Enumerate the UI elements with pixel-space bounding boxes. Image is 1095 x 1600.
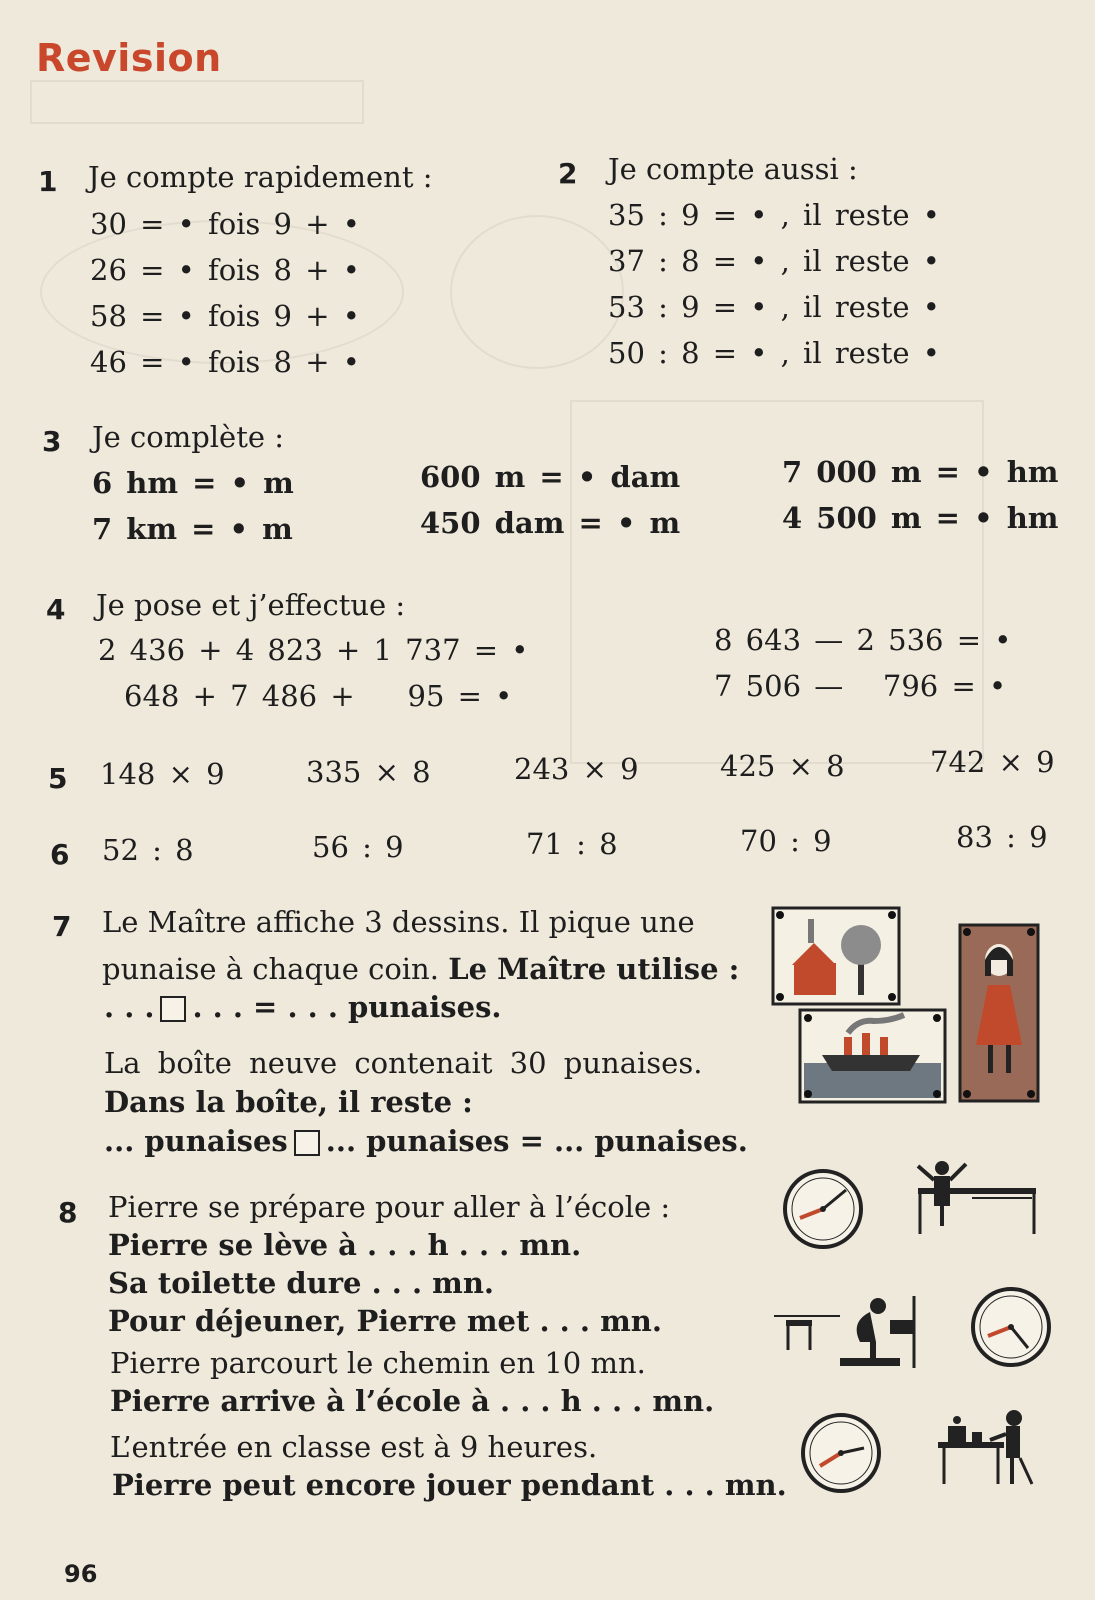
exercise-2-heading: Je compte aussi : (608, 152, 858, 186)
exercise-3-item: 4 500 m = • hm (782, 501, 1059, 535)
exercise-4-subtraction: 7 506 — 796 = • (714, 669, 1007, 703)
exercise-7-line: punaise à chaque coin. Le Maître utilise : (102, 952, 740, 986)
exercise-7-number: 7 (52, 910, 72, 943)
exercise-2-line: 35 : 9 = • , il reste • (608, 198, 940, 232)
exercise-2-line: 50 : 8 = • , il reste • (608, 336, 940, 370)
clock-icon (970, 1286, 1052, 1368)
exercise-8-line: Pour déjeuner, Pierre met . . . mn. (108, 1304, 662, 1338)
exercise-1-line: 46 = • fois 8 + • (90, 345, 360, 379)
pinned-drawings-illustration (770, 905, 1070, 1110)
exercise-8-line: Sa toilette dure . . . mn. (108, 1266, 495, 1300)
exercise-6-item: 56 : 9 (312, 830, 404, 864)
exercise-4-number: 4 (46, 593, 66, 626)
exercise-4-subtraction: 8 643 — 2 536 = • (714, 623, 1012, 657)
exercise-2-number: 2 (558, 157, 578, 190)
exercise-1-line: 30 = • fois 9 + • (90, 207, 360, 241)
exercise-5-item: 335 × 8 (306, 755, 431, 789)
exercise-6-number: 6 (50, 838, 70, 871)
exercise-5-item: 243 × 9 (514, 752, 639, 786)
house-drawing (773, 908, 899, 1004)
breakfast-scene-icon (934, 1404, 1038, 1488)
exercise-8-line: Pierre arrive à l’école à . . . h . . . mn. (110, 1384, 715, 1418)
boat-drawing (800, 1010, 945, 1102)
exercise-6-item: 70 : 9 (740, 824, 832, 858)
exercise-3-item: 7 km = • m (92, 512, 293, 546)
page-number: 96 (64, 1560, 98, 1588)
exercise-8-line: Pierre se lève à . . . h . . . mn. (108, 1228, 582, 1262)
washing-scene-icon (774, 1290, 924, 1370)
waking-up-scene-icon (912, 1158, 1042, 1238)
bleed-through-circle-2 (450, 215, 624, 369)
operator-box[interactable] (294, 1130, 320, 1156)
exercise-2-line: 53 : 9 = • , il reste • (608, 290, 940, 324)
exercise-5-number: 5 (48, 762, 68, 795)
exercise-3-heading: Je complète : (92, 420, 285, 454)
bleed-through-grid (30, 80, 364, 124)
exercise-8-line: Pierre parcourt le chemin en 10 mn. (110, 1346, 646, 1380)
exercise-1-heading: Je compte rapidement : (88, 160, 433, 194)
exercise-5-item: 425 × 8 (720, 749, 845, 783)
exercise-3-number: 3 (42, 425, 62, 458)
exercise-1-number: 1 (38, 165, 58, 198)
exercise-1-line: 58 = • fois 9 + • (90, 299, 360, 333)
girl-drawing (960, 925, 1038, 1101)
exercise-4-addition: 2 436 + 4 823 + 1 737 = • (98, 633, 529, 667)
exercise-6-item: 52 : 8 (102, 833, 194, 867)
exercise-8-line: Pierre peut encore jouer pendant . . . mn. (112, 1468, 787, 1502)
exercise-6-item: 83 : 9 (956, 820, 1048, 854)
exercise-3-item: 450 dam = • m (420, 506, 681, 540)
operator-box[interactable] (160, 996, 186, 1022)
exercise-7-line: Le Maître affiche 3 dessins. Il pique une (102, 905, 695, 939)
bleed-through-circle (40, 220, 404, 364)
exercise-6-item: 71 : 8 (526, 827, 618, 861)
exercise-3-item: 7 000 m = • hm (782, 455, 1059, 489)
exercise-3-item: 600 m = • dam (420, 460, 681, 494)
exercise-7-equation: ... punaises ... punaises = ... punaises. (104, 1124, 748, 1158)
exercise-7-line: Dans la boîte, il reste : (104, 1085, 473, 1119)
exercise-4-addition: 648 + 7 486 + 95 = • (124, 679, 513, 713)
exercise-8-line: Pierre se prépare pour aller à l’école : (108, 1190, 671, 1224)
exercise-4-heading: Je pose et j’effectue : (96, 588, 406, 622)
exercise-8-number: 8 (58, 1196, 78, 1229)
exercise-3-item: 6 hm = • m (92, 466, 294, 500)
clock-icon (782, 1168, 864, 1250)
exercise-8-line: L’entrée en classe est à 9 heures. (110, 1430, 598, 1464)
exercise-7-line: La boîte neuve contenait 30 punaises. (104, 1046, 703, 1080)
exercise-5-item: 742 × 9 (930, 745, 1055, 779)
exercise-7-equation: . . . . . . = . . . punaises. (104, 990, 502, 1024)
page-title: Revision (36, 36, 222, 80)
exercise-2-line: 37 : 8 = • , il reste • (608, 244, 940, 278)
exercise-5-item: 148 × 9 (100, 757, 225, 791)
exercise-1-line: 26 = • fois 8 + • (90, 253, 360, 287)
clock-icon (800, 1412, 882, 1494)
